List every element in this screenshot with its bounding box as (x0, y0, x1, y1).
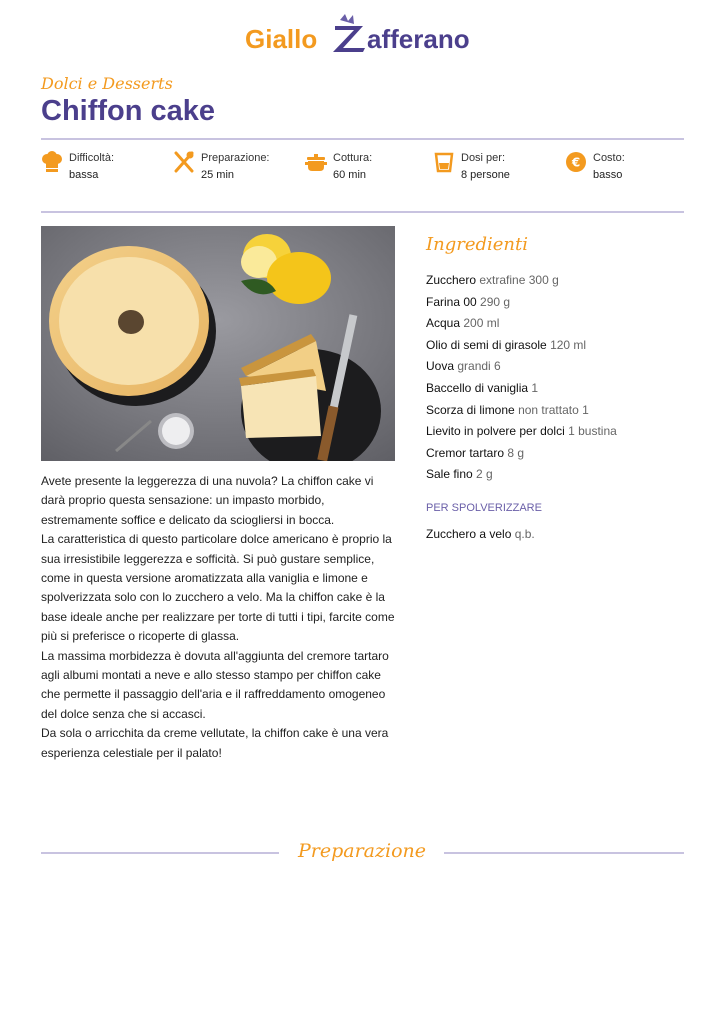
euro-coin-icon (565, 151, 587, 173)
ingredient-name[interactable]: Uova (426, 359, 455, 374)
ingredient-quantity: 2 g (476, 467, 493, 482)
ingredient-name[interactable]: Acqua (426, 316, 461, 331)
utensils-icon (173, 151, 195, 173)
crocus-flower-icon (333, 14, 365, 52)
ingredient-item (426, 315, 686, 337)
info-value: 8 persone (461, 169, 510, 181)
ingredient-quantity: grandi 6 (457, 359, 501, 374)
ingredient-quantity: q.b. (514, 527, 535, 541)
info-portions (433, 151, 563, 191)
info-difficulty (41, 151, 171, 191)
ingredient-quantity: extrafine 300 g (479, 273, 559, 287)
ingredients-list (426, 272, 686, 488)
description-paragraph: La massima morbidezza è dovuta all'aggiunta del cremore tartaro agli albumi montati a neve e allo stesso stampo per chiffon cake che permette il passaggio dell'aria e il raffreddamento omogeneo del dolce senza che si accasci. (41, 648, 389, 721)
ingredient-item (426, 445, 686, 467)
ingredient-name[interactable]: Cremor tartaro (426, 445, 505, 460)
dusting-ingredients-list (426, 526, 535, 542)
svg-text:€: € (571, 155, 581, 170)
ingredients-heading: Ingredienti (426, 234, 528, 255)
info-cost (565, 151, 695, 191)
info-value: bassa (69, 169, 99, 181)
ingredient-quantity: 1 bustina (568, 424, 617, 439)
ingredient-item (426, 358, 686, 380)
ingredient-name[interactable]: Farina 00 (426, 294, 477, 309)
ingredient-quantity: 120 ml (550, 337, 587, 352)
info-label: Preparazione: (201, 152, 270, 164)
recipe-title: Chiffon cake (41, 95, 216, 127)
ingredient-item (426, 380, 686, 402)
ingredient-name[interactable]: Sale fino (426, 467, 473, 482)
svg-text:afferano: afferano (366, 24, 470, 54)
ingredient-item (426, 402, 686, 424)
portions-icon (433, 151, 455, 173)
info-cooking (305, 151, 435, 191)
divider (444, 852, 684, 854)
ingredient-name[interactable]: Lievito in polvere per dolci (426, 424, 565, 439)
info-value: basso (593, 169, 623, 181)
divider (41, 852, 279, 854)
recipe-photo (41, 226, 395, 461)
ingredient-quantity: 8 g (507, 445, 525, 460)
chef-hat-icon (41, 151, 63, 173)
info-label: Difficoltà: (69, 152, 115, 164)
ingredient-quantity: 290 g (480, 294, 511, 309)
ingredient-name[interactable]: Zucchero a velo (426, 527, 512, 541)
ingredient-quantity: non trattato 1 (518, 402, 589, 417)
ingredient-item (426, 526, 535, 542)
giallozafferano-logo (243, 12, 483, 62)
info-label: Costo: (593, 152, 625, 164)
ingredient-item (426, 294, 686, 316)
info-value: 25 min (201, 169, 235, 181)
svg-text:Giallo: Giallo (244, 24, 317, 54)
ingredient-quantity: 1 (531, 380, 539, 395)
brand-logo[interactable] (0, 12, 725, 62)
ingredient-item (426, 466, 686, 488)
ingredient-item (426, 337, 686, 359)
ingredient-name[interactable]: Baccello di vaniglia (426, 380, 529, 395)
description-paragraph: Avete presente la leggerezza di una nuvola? La chiffon cake vi darà proprio questa sensazione: un impasto morbido, estremamente soffice e delicato da sciogliersi in bocca. (41, 474, 374, 527)
info-value: 60 min (333, 169, 367, 181)
ingredient-item (426, 423, 686, 445)
ingredient-name[interactable]: Olio di semi di girasole (426, 337, 547, 352)
ingredients-subheading: PER SPOLVERIZZARE (426, 502, 542, 514)
pot-icon (305, 151, 327, 173)
divider (41, 211, 684, 213)
info-label: Dosi per: (461, 152, 506, 164)
recipe-description (41, 472, 397, 763)
description-paragraph: Da sola o arricchita da creme vellutate, la chiffon cake è una vera esperienza celestiale per il palato! (41, 726, 389, 760)
info-preparation (173, 151, 303, 191)
recipe-category[interactable]: Dolci e Desserts (41, 74, 173, 93)
ingredient-name[interactable]: Zucchero (426, 273, 477, 287)
ingredient-name[interactable]: Scorza di limone (426, 402, 515, 417)
ingredient-item (426, 272, 686, 294)
preparation-heading: Preparazione (297, 840, 427, 862)
info-label: Cottura: (333, 152, 373, 164)
description-paragraph: La caratteristica di questo particolare dolce americano è proprio la sua irresistibile leggerezza e sofficità. Si può gustare semplice, come in questa versione aromatizzata alla vaniglia e limone e spolverizzata solo con lo zucchero a velo. Ma la chiffon cake è la base ideale anche per realizzare per torte di tutti i tipi, farcite come più si preferisce o ricoperte di glassa. (41, 532, 395, 644)
ingredient-quantity: 200 ml (463, 316, 500, 331)
divider (41, 138, 684, 140)
